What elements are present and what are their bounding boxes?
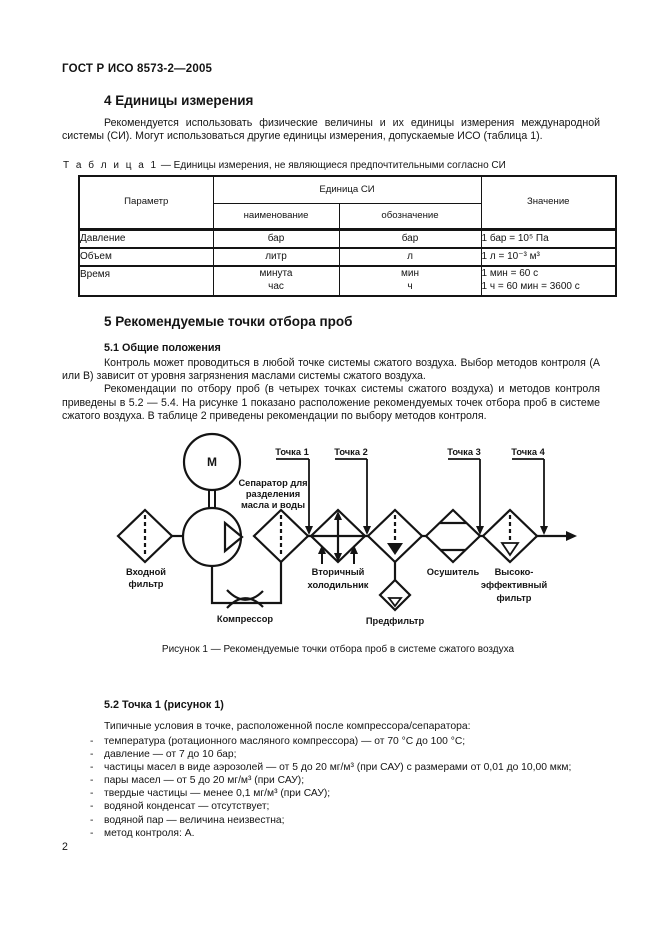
condition-text: давление — от 7 до 10 бар; [104,749,237,761]
value-line: 1 ч = 60 мин = 3600 с [481,280,580,292]
page-number: 2 [62,841,68,853]
table-header-row [79,176,616,204]
bullet-dash: - [90,736,94,747]
table-row [79,230,616,249]
hepa-filter-label: фильтр [496,593,532,603]
cell-unit-name [213,266,339,296]
section-5-title: 5 Рекомендуемые точки отбора проб [104,314,353,329]
figure-caption: Рисунок 1 — Рекомендуемые точки отбора проб в системе сжатого воздуха [161,644,515,655]
section-5-2-title: 5.2 Точка 1 (рисунок 1) [104,699,224,711]
aftercooler-label: Вторичный [311,567,365,577]
table-row [79,266,616,296]
air-system-figure [95,432,585,639]
table-1-caption [63,160,603,171]
table-caption-label: Т а б л и ц а 1 [63,160,159,171]
bullet-dash: - [90,801,94,813]
sampling-point-4-marker [512,459,548,535]
line-filter-symbol [368,510,422,562]
air-system-diagram [95,432,585,634]
cell-unit-name: бар [213,230,339,249]
sampling-point-1-label: Точка 1 [275,447,309,457]
units-table [78,175,617,297]
separator-label: масла и воды [240,500,306,510]
separator-label: Сепаратор для [238,478,308,488]
unit-symbol-line: ч [407,280,413,292]
condition-text: пары масел — от 5 до 20 мг/м³ (при САУ); [104,775,305,787]
separator-symbol [254,510,308,562]
condition-item [62,774,622,787]
cell-unit-symbol [339,266,481,296]
section-5-1-title: 5.1 Общие положения [104,342,221,354]
condition-item [62,748,622,761]
inlet-filter-label: Входной [126,567,166,577]
motor-symbol [184,434,240,509]
paragraph-text: Рекомендуется использовать физические величины и их единицы измерения международной системы (СИ). Могут использоваться другие единицы измерения, допускаемые ИСО (таблица 1). [62,117,600,143]
section-5-1-paragraphs [62,357,600,423]
conditions-list [62,735,622,840]
prefilter-symbol [380,562,410,610]
cell-value: 1 бар = 10⁵ Па [481,230,616,249]
unit-name-line: минута [259,268,293,279]
cell-unit-symbol: л [339,248,481,266]
bullet-dash: - [90,775,94,787]
dryer-label: Осушитель [426,567,480,577]
condition-item [62,827,622,840]
cell-parameter: Давление [79,230,213,249]
bullet-dash: - [90,814,94,826]
cell-unit-name: литр [213,248,339,266]
condition-item [62,735,622,748]
column-header-name: наименование [213,204,339,230]
condition-item [62,800,622,813]
condition-item [62,761,622,774]
condition-text: температура (ротационного масляного компрессора) — от 70 °С до 100 °С; [104,736,466,747]
inlet-filter-symbol [118,510,172,562]
hepa-filter-symbol [483,510,537,562]
hepa-filter-label: Высоко- [494,567,534,577]
inlet-filter-label: фильтр [128,579,164,589]
table-caption-text: — Единицы измерения, не являющиеся предпочтительными согласно СИ [160,160,506,171]
bullet-dash: - [90,827,94,839]
bullet-dash: - [90,762,94,774]
column-header-parameter: Параметр [79,176,213,230]
unit-symbol-line: мин [401,268,419,279]
conditions-intro-text: Типичные условия в точке, расположенной после компрессора/сепаратора: [104,721,471,732]
bullet-dash: - [90,749,94,761]
column-header-si-unit: Единица СИ [213,176,481,204]
condition-text: твердые частицы — менее 0,1 мг/м³ (при САУ); [104,788,331,800]
dryer-symbol [426,510,480,562]
sampling-point-2-label: Точка 2 [334,447,368,457]
section-4-title: 4 Единицы измерения [104,93,254,108]
paragraph-text: Контроль может проводиться в любой точке системы сжатого воздуха. Выбор методов контроля (А или В) зависит от уровня загрязнения маслами системы сжатого воздуха. [62,357,600,383]
paragraph-text: Рекомендации по отбору проб (в четырех точках системы сжатого воздуха) и методов контроля приведены в 5.2 — 5.4. На рисунке 1 показано расположение рекомендуемых точек отбора проб в системе сжатого воздуха. В таблице 2 приведены рекомендации по выбору методов контроля. [62,383,600,422]
column-header-symbol: обозначение [339,204,481,230]
section-4-paragraph [62,117,600,143]
unit-name-line: час [268,280,284,292]
motor-label: М [207,455,217,469]
condition-text: частицы масел в виде аэрозолей — от 5 до 20 мг/м³ (при САУ) с размерами от 0,01 до 10,00 мкм; [104,762,572,774]
value-line: 1 мин = 60 с [481,268,539,279]
condition-text: водяной пар — величина неизвестна; [104,814,285,826]
bullet-dash: - [90,788,94,800]
cell-value: 1 л = 10⁻³ м³ [481,248,616,266]
cell-parameter: Время [79,266,213,296]
condition-item [62,814,622,827]
column-header-value: Значение [481,176,616,230]
page-header: ГОСТ Р ИСО 8573-2—2005 [62,63,213,75]
cell-value [481,266,616,296]
table-row [79,248,616,266]
conditions-intro [62,721,614,732]
condition-item [62,787,622,800]
aftercooler-label: холодильник [307,580,369,590]
cell-unit-symbol: бар [339,230,481,249]
hepa-filter-label: эффективный [480,580,548,590]
condition-text: метод контроля: А. [104,827,195,839]
separator-label: разделения [245,489,301,499]
sampling-point-4-label: Точка 4 [511,447,545,457]
cell-parameter: Объем [79,248,213,266]
compressor-label: Компрессор [216,614,274,624]
condition-text: водяной конденсат — отсутствует; [104,801,270,813]
prefilter-label: Предфильтр [365,616,425,626]
sampling-point-3-label: Точка 3 [447,447,481,457]
